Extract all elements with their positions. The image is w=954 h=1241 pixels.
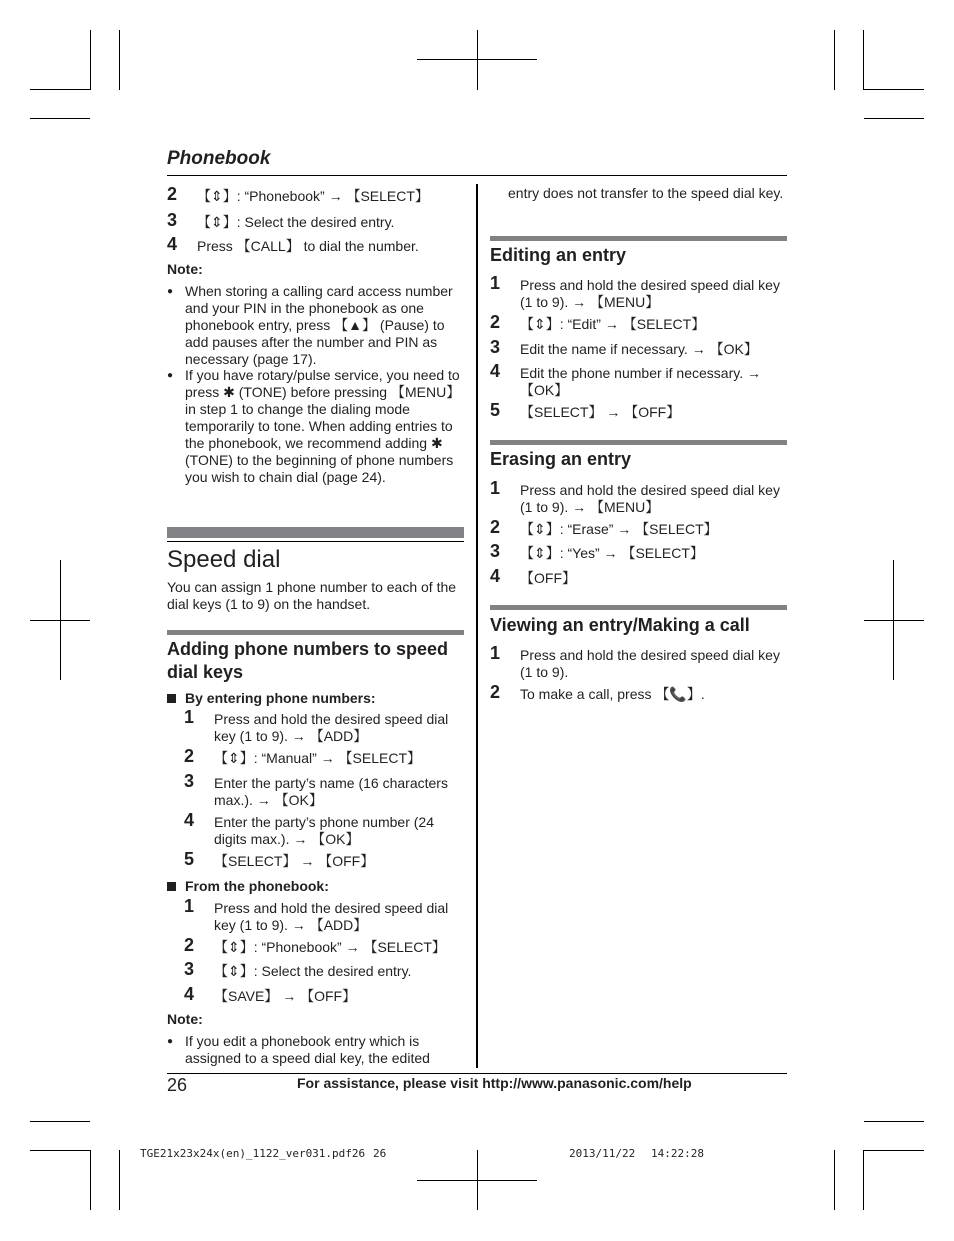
crop-mark: [864, 1150, 924, 1151]
crop-mark: [30, 118, 90, 119]
subheading: From the phonebook:: [167, 878, 329, 894]
section-bar: [490, 236, 787, 241]
crop-mark: [119, 1150, 120, 1210]
crop-mark: [90, 1150, 91, 1210]
header-rule: [167, 175, 787, 176]
registration-mark: [864, 620, 924, 621]
print-page: 26: [373, 1147, 387, 1160]
crop-mark: [864, 118, 924, 119]
crop-mark: [119, 30, 120, 90]
subheading: By entering phone numbers:: [167, 690, 376, 706]
registration-mark: [417, 1180, 537, 1181]
section-rule: [167, 541, 464, 542]
print-time: 14:22:28: [651, 1147, 704, 1160]
square-bullet-icon: [167, 694, 176, 703]
square-bullet-icon: [167, 882, 176, 891]
crop-mark: [30, 1150, 90, 1151]
print-file-name: TGE21x23x24x(en)_1122_ver031.pdf26: [140, 1147, 366, 1160]
erasing-title: Erasing an entry: [490, 449, 632, 469]
crop-mark: [863, 30, 864, 90]
bullet-icon: ●: [167, 370, 174, 381]
footer-rule: [167, 1073, 787, 1074]
registration-mark: [417, 59, 537, 60]
page-number: 26: [167, 1075, 188, 1095]
section-bar: [167, 527, 464, 538]
note-label: Note:: [167, 261, 203, 277]
speed-dial-intro: You can assign 1 phone number to each of the dial keys (1 to 9) on the handset.: [167, 579, 457, 612]
crop-mark: [90, 30, 91, 90]
adding-title: Adding phone numbers to speed dial keys: [167, 639, 449, 682]
assistance-link[interactable]: For assistance, please visit http://www.panasonic.com/help: [297, 1075, 692, 1091]
crop-mark: [30, 89, 90, 90]
column-divider: [476, 184, 478, 1068]
crop-mark: [834, 1150, 835, 1210]
viewing-title: Viewing an entry/Making a call: [490, 615, 750, 635]
note-label: Note:: [167, 1011, 203, 1027]
crop-mark: [864, 89, 924, 90]
section-bar: [490, 440, 787, 445]
continued-note: entry does not transfer to the speed dial key.: [508, 185, 784, 201]
section-bar: [490, 605, 787, 610]
crop-mark: [834, 30, 835, 90]
crop-mark: [863, 1150, 864, 1210]
speed-dial-title: Speed dial: [167, 546, 281, 573]
section-bar: [167, 630, 464, 635]
print-date: 2013/11/22: [569, 1147, 636, 1160]
crop-mark: [864, 1121, 924, 1122]
bullet-icon: ●: [167, 1036, 174, 1047]
registration-mark: [30, 620, 90, 621]
crop-mark: [30, 1121, 90, 1122]
bullet-icon: ●: [167, 286, 174, 297]
page-header-title: Phonebook: [167, 148, 271, 169]
registration-mark: [477, 30, 478, 90]
editing-title: Editing an entry: [490, 245, 627, 265]
